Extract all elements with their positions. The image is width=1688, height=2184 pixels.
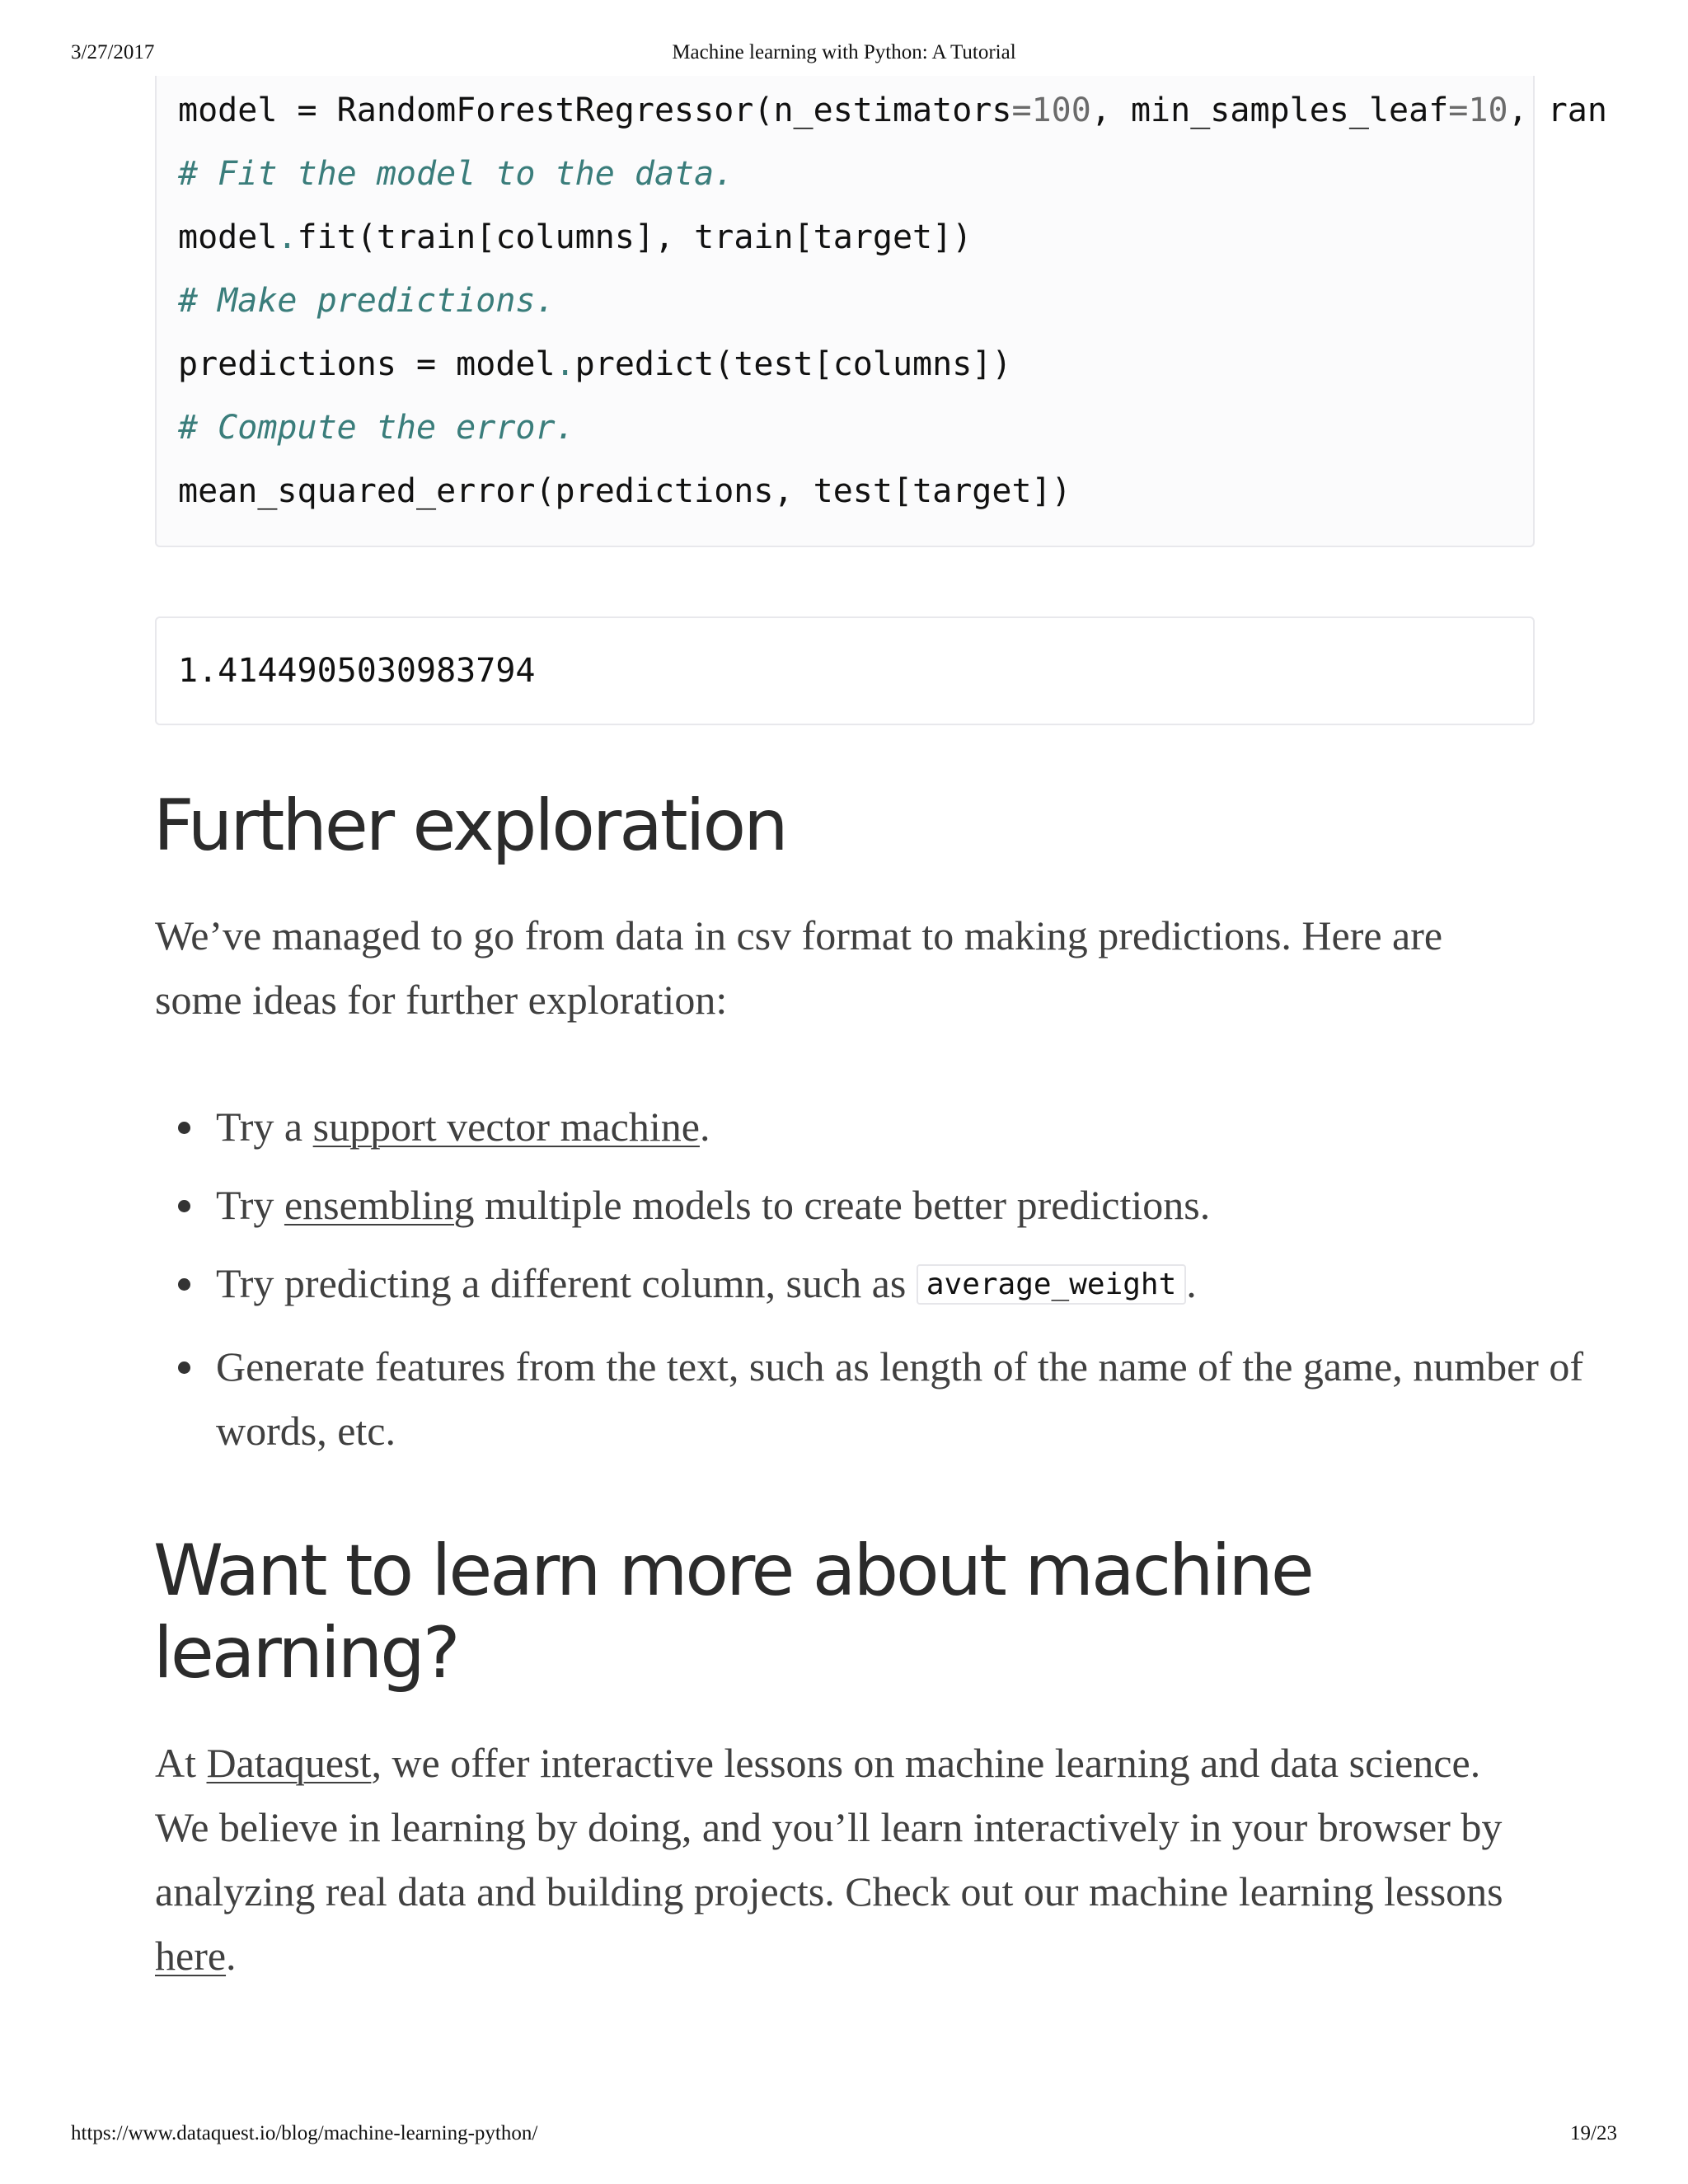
list-item [216, 1094, 1609, 1159]
code-token: model = RandomForestRegressor(n_estimators [178, 91, 1012, 129]
code-operator: = [1448, 91, 1469, 129]
code-comment-error: # Compute the error. [178, 409, 575, 447]
list-item [216, 1334, 1609, 1463]
dataquest-link[interactable]: Dataquest [206, 1740, 372, 1786]
code-operator: = [1011, 91, 1032, 129]
code-token: , min_samples_leaf [1090, 91, 1449, 129]
list-item-text: Try predicting a different column, such as [216, 1260, 917, 1306]
support-vector-machine-link[interactable]: support vector machine [312, 1104, 700, 1150]
code-token: fit(train[columns], train[target]) [297, 218, 973, 256]
code-block [155, 76, 1607, 547]
list-item-text: Generate features from the text, such as length of the name of the game, number of words, etc. [216, 1343, 1584, 1454]
list-item-text: Try [216, 1182, 284, 1228]
paragraph-text: , we offer interactive lessons on machine learning and data science. We believe in learning by doing, and you’ll learn interactively in your browser by analyzing real data and building projects. Check out our machine learning lessons [155, 1740, 1503, 1915]
print-page-title: Machine learning with Python: A Tutorial [672, 41, 1016, 63]
lessons-here-link[interactable]: here [155, 1933, 227, 1979]
further-exploration-intro: We’ve managed to go from data in csv format to making predictions. Here are some ideas for further exploration: [155, 912, 1443, 1023]
inline-code-average-weight: average_weight [917, 1264, 1186, 1305]
list-item [216, 1251, 1609, 1320]
list-item-text: multiple models to create better predictions. [474, 1182, 1211, 1228]
code-number: 100 [1031, 91, 1091, 129]
ideas-list [155, 1094, 1609, 1477]
code-token: , ran [1507, 91, 1607, 129]
print-date: 3/27/2017 [71, 41, 155, 63]
code-line-error: mean_squared_error(predictions, test[target]) [178, 472, 1071, 510]
code-operator: . [277, 218, 298, 256]
list-item-text: . [699, 1104, 710, 1150]
print-page-number: 19/23 [1570, 2122, 1617, 2144]
code-operator: . [555, 345, 575, 383]
paragraph-text: . [226, 1933, 237, 1979]
code-token: model [178, 218, 278, 256]
list-item [216, 1173, 1609, 1237]
print-header [0, 41, 1688, 69]
list-item-text: Try a [216, 1104, 313, 1150]
ensembling-link[interactable]: ensembling [284, 1182, 475, 1228]
list-item-text: . [1186, 1260, 1197, 1306]
section-heading-further-exploration: Further exploration [153, 785, 786, 867]
code-token: predict(test[columns]) [574, 345, 1012, 383]
code-comment-fit: # Fit the model to the data. [178, 155, 734, 193]
section-heading-learn-more: Want to learn more about machine learning? [153, 1530, 1312, 1694]
code-line-predict [178, 344, 1011, 384]
learn-more-paragraph [155, 1731, 1540, 1988]
code-token: predictions = model [178, 345, 556, 383]
code-line-model [178, 91, 1607, 130]
print-url: https://www.dataquest.io/blog/machine-learning-python/ [71, 2122, 538, 2144]
code-output-value: 1.4144905030983794 [178, 652, 536, 690]
paragraph-text: At [155, 1740, 207, 1786]
code-number: 10 [1468, 91, 1508, 129]
code-comment-predict: # Make predictions. [178, 282, 556, 320]
code-line-fit [178, 218, 972, 257]
code-output-block [155, 616, 1535, 725]
